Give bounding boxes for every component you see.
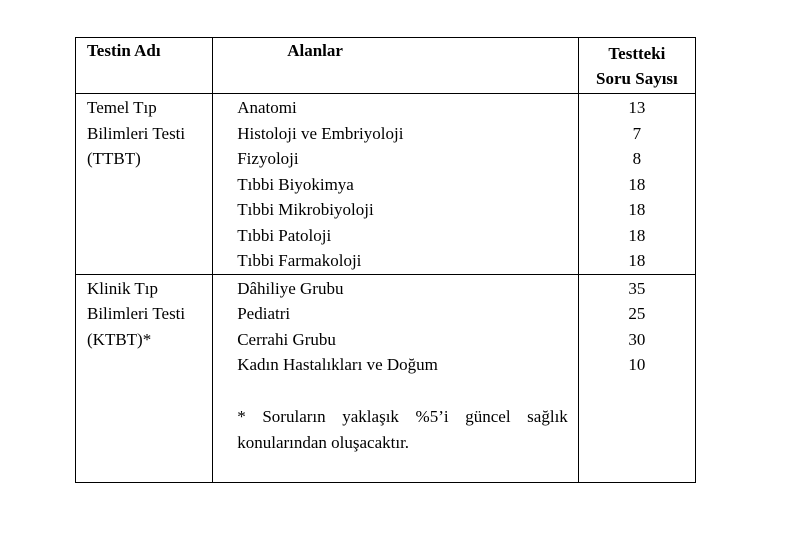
header-count-line-1: Testteki bbox=[608, 44, 666, 63]
area-item: Kadın Hastalıkları ve Doğum bbox=[237, 355, 438, 374]
header-question-count bbox=[578, 38, 695, 94]
test-name-ktbt bbox=[76, 274, 213, 482]
count-item: 10 bbox=[628, 355, 646, 374]
header-row bbox=[76, 38, 696, 94]
count-item: 18 bbox=[628, 225, 646, 245]
header-test-name: Testin Adı bbox=[76, 38, 213, 94]
counts-ktbt bbox=[578, 274, 695, 482]
test-name-ttbt bbox=[76, 94, 213, 275]
area-item: Fizyoloji bbox=[237, 149, 299, 168]
count-item: 35 bbox=[628, 278, 646, 298]
test-name-line: Temel Tıp bbox=[87, 98, 157, 117]
count-item: 18 bbox=[628, 251, 646, 270]
area-item: Tıbbi Mikrobiyoloji bbox=[237, 200, 374, 219]
header-areas: Alanlar bbox=[213, 38, 579, 94]
area-item: Pediatri bbox=[237, 304, 291, 323]
table-row-ktbt bbox=[76, 274, 696, 482]
areas-ttbt bbox=[213, 94, 579, 275]
area-item: Cerrahi Grubu bbox=[237, 329, 336, 349]
count-item: 18 bbox=[628, 200, 646, 219]
test-name-line: Bilimleri Testi bbox=[87, 304, 186, 323]
test-name-line: (KTBT)* bbox=[87, 329, 152, 349]
table-row-ttbt bbox=[76, 94, 696, 275]
count-item: 25 bbox=[628, 304, 646, 323]
test-name-line: (TTBT) bbox=[87, 149, 141, 168]
count-item: 13 bbox=[628, 98, 646, 117]
area-item: Tıbbi Farmakoloji bbox=[237, 251, 362, 270]
area-item: Histoloji ve Embriyoloji bbox=[237, 123, 404, 143]
count-item: 18 bbox=[628, 174, 646, 194]
area-item: Tıbbi Patoloji bbox=[237, 225, 332, 245]
count-item: 8 bbox=[632, 149, 642, 168]
exam-table bbox=[75, 37, 696, 483]
counts-ttbt bbox=[578, 94, 695, 275]
area-item: Anatomi bbox=[237, 98, 297, 117]
header-count-line-2: Soru Sayısı bbox=[596, 69, 678, 88]
areas-ktbt bbox=[213, 274, 579, 482]
footnote: * Soruların yaklaşık %5’i güncel sağlık konularından oluşacaktır. bbox=[237, 406, 568, 452]
count-item: 7 bbox=[632, 123, 642, 143]
test-name-line: Klinik Tıp bbox=[87, 278, 158, 298]
count-item: 30 bbox=[628, 329, 646, 349]
area-item: Tıbbi Biyokimya bbox=[237, 174, 354, 194]
test-name-line: Bilimleri Testi bbox=[87, 123, 186, 143]
area-item: Dâhiliye Grubu bbox=[237, 278, 344, 298]
